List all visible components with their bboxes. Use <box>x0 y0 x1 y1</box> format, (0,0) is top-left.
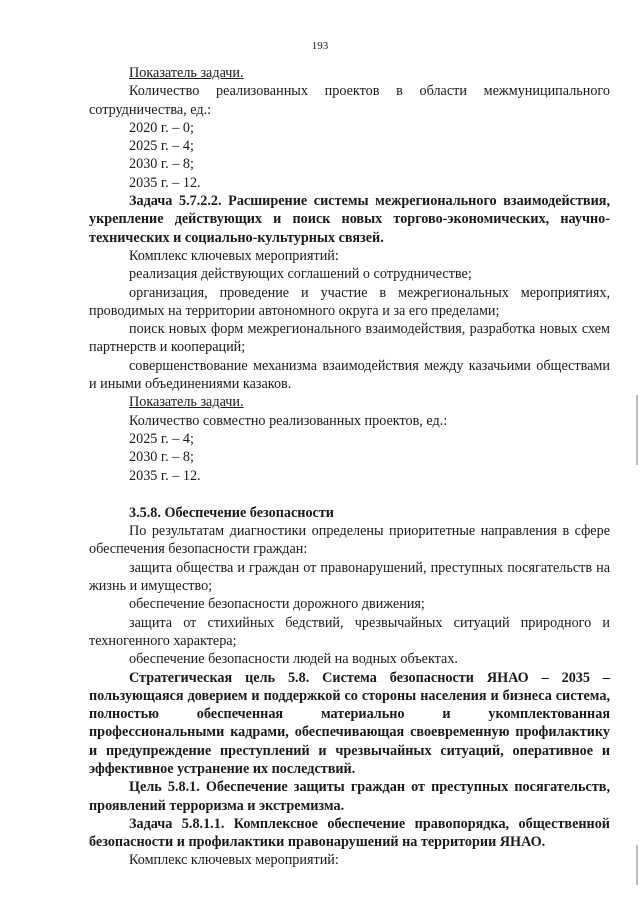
task-heading: Задача 5.8.1.1. Комплексное обеспечение правопорядка, общественной безопасности и профилактики правонарушений на территории ЯНАО. <box>89 815 610 851</box>
indicator-value: 2035 г. – 12. <box>129 467 201 484</box>
indicator-text: Количество реализованных проектов в области межмуниципального сотрудничества, ед.: <box>89 83 610 118</box>
measures-heading: Комплекс ключевых мероприятий: <box>129 852 339 869</box>
section-heading: 3.5.8. Обеспечение безопасности <box>129 504 334 521</box>
measure-item: реализация действующих соглашений о сотрудничестве; <box>129 266 472 283</box>
section-spacer <box>89 485 610 504</box>
indicator-value: 2030 г. – 8; <box>129 156 194 173</box>
page-body <box>89 64 610 870</box>
scan-edge-mark <box>636 845 638 885</box>
task-heading: Задача 5.7.2.2. Расширение системы межрегионального взаимодействия, укрепление действующих и поиск новых торгово-экономических, научно-технических и социально-культурных связей. <box>89 193 610 246</box>
priority-item: защита от стихийных бедствий, чрезвычайных ситуаций природного и техногенного характера; <box>89 614 610 649</box>
body-paragraph: По результатам диагностики определены приоритетные направления в сфере обеспечения безопасности граждан: <box>89 523 610 558</box>
measure-item: поиск новых форм межрегионального взаимодействия, разработка новых схем партнерств и коопераций; <box>89 321 610 356</box>
indicator-value: 2030 г. – 8; <box>129 449 194 466</box>
measure-item: совершенствование механизма взаимодействия между казачьими обществами и иными объединениями казаков. <box>89 357 610 393</box>
indicator-text: Количество совместно реализованных проектов, ед.: <box>129 412 448 429</box>
goal-heading: Цель 5.8.1. Обеспечение защиты граждан от преступных посягательств, проявлений терроризма и экстремизма. <box>89 779 610 814</box>
indicator-value: 2035 г. – 12. <box>129 174 201 191</box>
priority-item: обеспечение безопасности людей на водных объектах. <box>129 651 458 668</box>
strategic-goal: Стратегическая цель 5.8. Система безопасности ЯНАО – 2035 – пользующаяся доверием и поддержкой со стороны населения и бизнеса система, полностью обеспеченная материально и укомплектованная профессиональными кадрами, обеспечивающая своевременную профилактику и предупреждение преступлений и чрезвычайных ситуаций, оперативное и эффективное устранение их последствий. <box>89 669 610 777</box>
indicator-value: 2025 г. – 4; <box>129 138 194 155</box>
measure-item: организация, проведение и участие в межрегиональных мероприятиях, проводимых на территории автономного округа и за его пределами; <box>89 284 610 319</box>
measures-heading: Комплекс ключевых мероприятий: <box>129 247 339 264</box>
indicator-value: 2025 г. – 4; <box>129 430 194 447</box>
indicator-heading: Показатель задачи. <box>129 394 244 411</box>
indicator-value: 2020 г. – 0; <box>129 119 194 136</box>
page-number: 193 <box>311 40 329 52</box>
indicator-heading: Показатель задачи. <box>129 65 244 81</box>
scan-edge-mark <box>636 395 638 465</box>
priority-item: защита общества и граждан от правонарушений, преступных посягательств на жизнь и имущество; <box>89 559 610 595</box>
priority-item: обеспечение безопасности дорожного движения; <box>129 596 425 613</box>
